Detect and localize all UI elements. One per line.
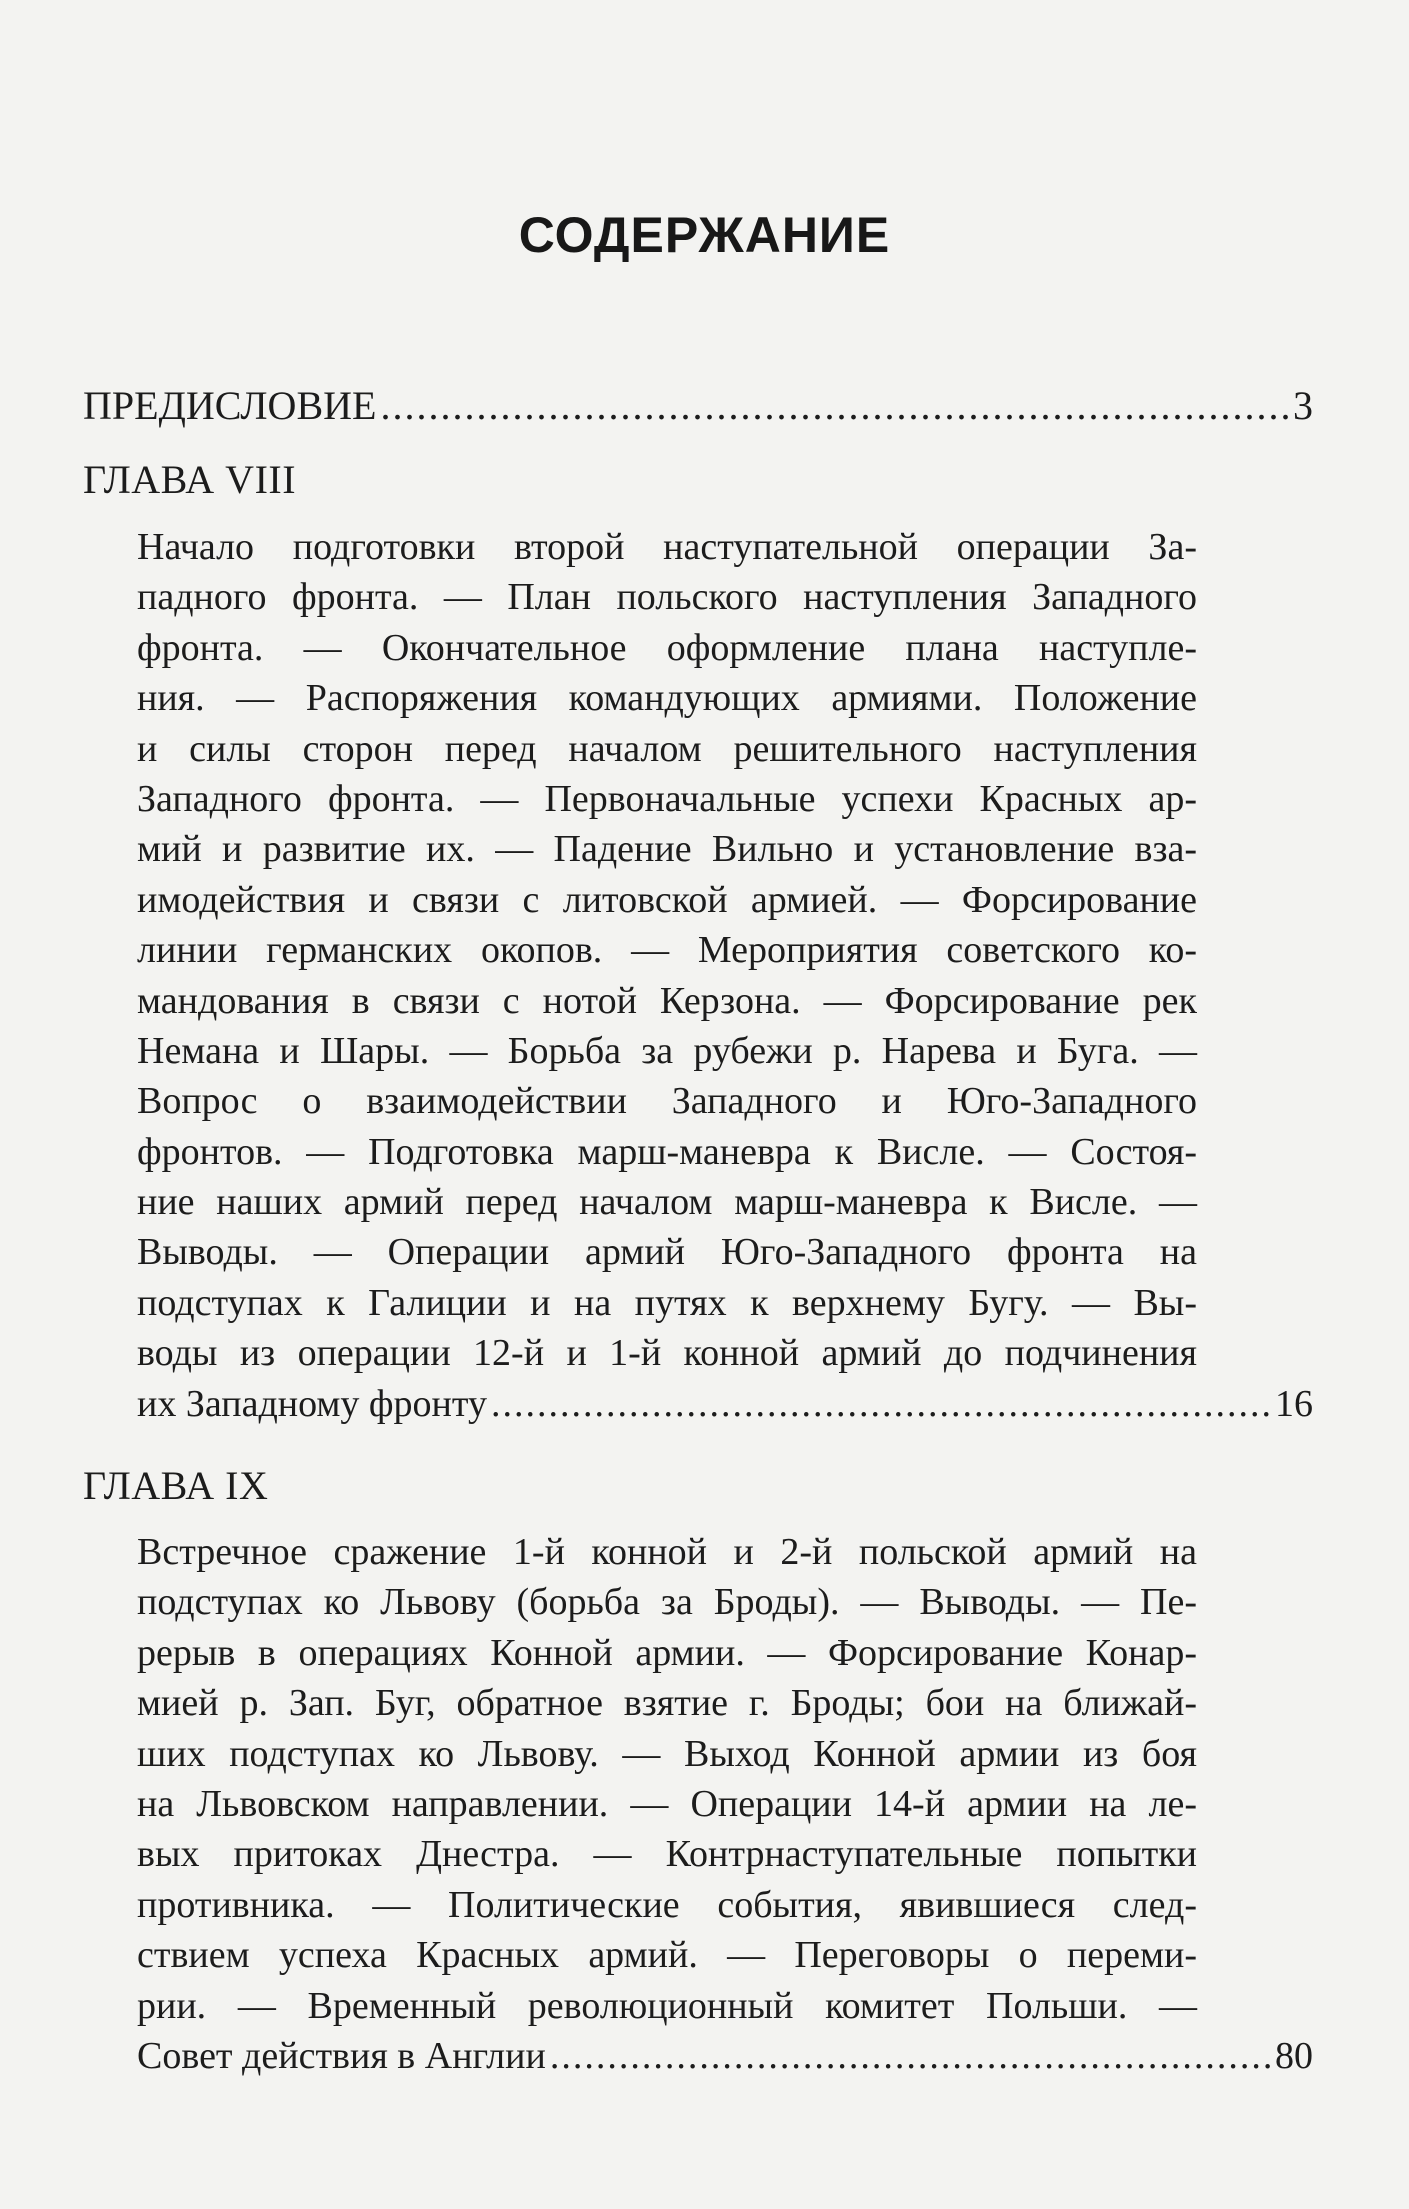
summary-line: ших подступах ко Львову. — Выход Конной армии из боя (137, 1732, 1197, 1775)
summary-line: вых притоках Днестра. — Контрнаступательные попытки (137, 1833, 1197, 1876)
summary-line: ния. — Распоряжения командующих армиями. Положение (137, 677, 1197, 720)
summary-line: и силы сторон перед началом решительного наступления (137, 727, 1197, 770)
summary-line: фронтов. — Подготовка марш-маневра к Висле. — Состоя- (137, 1130, 1197, 1173)
dot-leader (550, 2031, 1271, 2081)
summary-line: мией р. Зап. Буг, обратное взятие г. Броды; бои на ближай- (137, 1682, 1197, 1725)
summary-line: противника. — Политические события, явившиеся след- (137, 1883, 1197, 1926)
summary-last-line (137, 1379, 1313, 1429)
summary-line: линии германских окопов. — Мероприятия советского ко- (137, 929, 1197, 972)
summary-line: на Львовском направлении. — Операции 14-й армии на ле- (137, 1782, 1197, 1825)
summary-line: рерыв в операциях Конной армии. — Форсирование Конар- (137, 1631, 1197, 1674)
page-title: СОДЕРЖАНИЕ (518, 206, 891, 263)
chapter-summary[interactable] (137, 522, 1313, 1429)
toc-entry-preface[interactable] (83, 382, 1313, 429)
summary-line: падного фронта. — План польского наступления Западного (137, 576, 1197, 619)
chapter-heading: ГЛАВА IX (83, 1463, 269, 1508)
summary-line: Выводы. — Операции армий Юго-Западного фронта на (137, 1231, 1197, 1274)
toc-page-number: 3 (1293, 383, 1313, 428)
toc-page-number: 80 (1275, 2034, 1313, 2077)
summary-line: ние наших армий перед началом марш-маневра к Висле. — (137, 1181, 1197, 1224)
summary-line: подступах к Галиции и на путях к верхнему Бугу. — Вы- (137, 1281, 1197, 1324)
chapter-summary[interactable] (137, 1527, 1313, 2081)
summary-line: имодействия и связи с литовской армией. — Форсирование (137, 878, 1197, 921)
summary-line: Встречное сражение 1-й конной и 2-й польской армий на (137, 1531, 1197, 1573)
summary-line: их Западному фронту (137, 1382, 487, 1425)
summary-line: фронта. — Окончательное оформление плана наступле- (137, 626, 1197, 669)
dot-leader (380, 382, 1289, 429)
summary-line: Начало подготовки второй наступательной операции За- (137, 526, 1197, 568)
summary-line: Вопрос о взаимодействии Западного и Юго-Западного (137, 1080, 1197, 1123)
summary-line: подступах ко Львову (борьба за Броды). — Выводы. — Пе- (137, 1581, 1197, 1624)
toc-entry-label: ПРЕДИСЛОВИЕ (83, 383, 377, 428)
chapter-heading: ГЛАВА VIII (83, 457, 297, 502)
summary-line: Совет действия в Англии (137, 2034, 546, 2077)
summary-line: мандования в связи с нотой Керзона. — Форсирование рек (137, 979, 1197, 1022)
summary-line: рии. — Временный революционный комитет Польши. — (137, 1984, 1197, 2027)
summary-last-line (137, 2031, 1313, 2081)
dot-leader (491, 1379, 1271, 1429)
summary-line: Западного фронта. — Первоначальные успехи Красных ар- (137, 777, 1197, 820)
summary-line: Немана и Шары. — Борьба за рубежи р. Нарева и Буга. — (137, 1029, 1197, 1072)
summary-line: ствием успеха Красных армий. — Переговоры о переми- (137, 1934, 1197, 1977)
summary-line: мий и развитие их. — Падение Вильно и установление вза- (137, 828, 1197, 871)
summary-line: воды из операции 12-й и 1-й конной армий до подчинения (137, 1332, 1197, 1375)
toc-page-number: 16 (1275, 1382, 1313, 1425)
